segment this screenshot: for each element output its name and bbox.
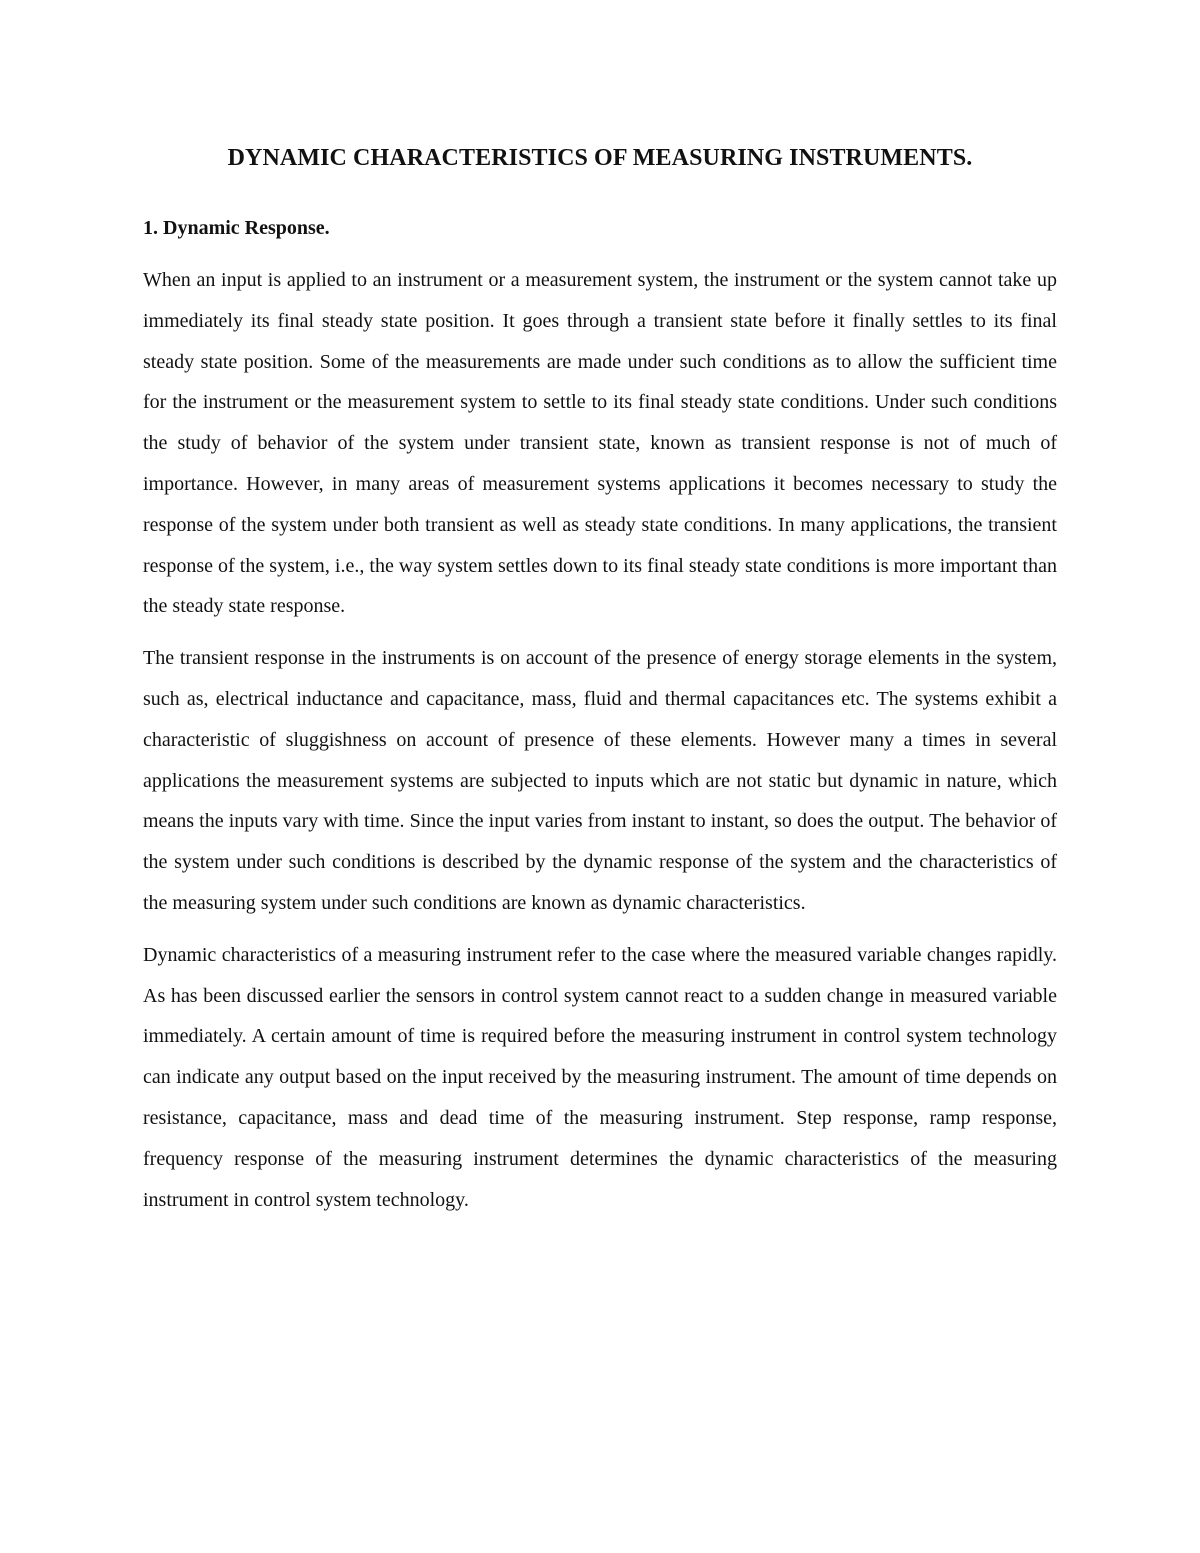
body-text xyxy=(143,260,1057,1231)
paragraph-transient-response: The transient response in the instruments is on account of the presence of energy storage elements in the system, such as, electrical inductance and capacitance, mass, fluid and thermal capacitances etc. The systems exhibit a characteristic of sluggishness on account of presence of these elements. However many a times in several applications the measurement systems are subjected to inputs which are not static but dynamic in nature, which means the inputs vary with time. Since the input varies from instant to instant, so does the output. The behavior of the system under such conditions is described by the dynamic response of the system and the characteristics of the measuring system under such conditions are known as dynamic characteristics. xyxy=(143,647,1057,914)
section-heading: 1. Dynamic Response. xyxy=(143,217,330,239)
document-title: DYNAMIC CHARACTERISTICS OF MEASURING INSTRUMENTS. xyxy=(227,145,973,171)
paragraph-dynamic-response: When an input is applied to an instrument or a measurement system, the instrument or the system cannot take up immediately its final steady state position. It goes through a transient state before it finally settles to its final steady state position. Some of the measurements are made under such conditions as to allow the sufficient time for the instrument or the measurement system to settle to its final steady state conditions. Under such conditions the study of behavior of the system under transient state, known as transient response is not of much of importance. However, in many areas of measurement systems applications it becomes necessary to study the response of the system under both transient as well as steady state conditions. In many applications, the transient response of the system, i.e., the way system settles down to its final steady state conditions is more important than the steady state response. xyxy=(143,269,1057,618)
paragraph-dynamic-characteristics: Dynamic characteristics of a measuring instrument refer to the case where the measured variable changes rapidly. As has been discussed earlier the sensors in control system cannot react to a sudden change in measured variable immediately. A certain amount of time is required before the measuring instrument in control system technology can indicate any output based on the input received by the measuring instrument. The amount of time depends on resistance, capacitance, mass and dead time of the measuring instrument. Step response, ramp response, frequency response of the measuring instrument determines the dynamic characteristics of the measuring instrument in control system technology. xyxy=(143,943,1057,1211)
